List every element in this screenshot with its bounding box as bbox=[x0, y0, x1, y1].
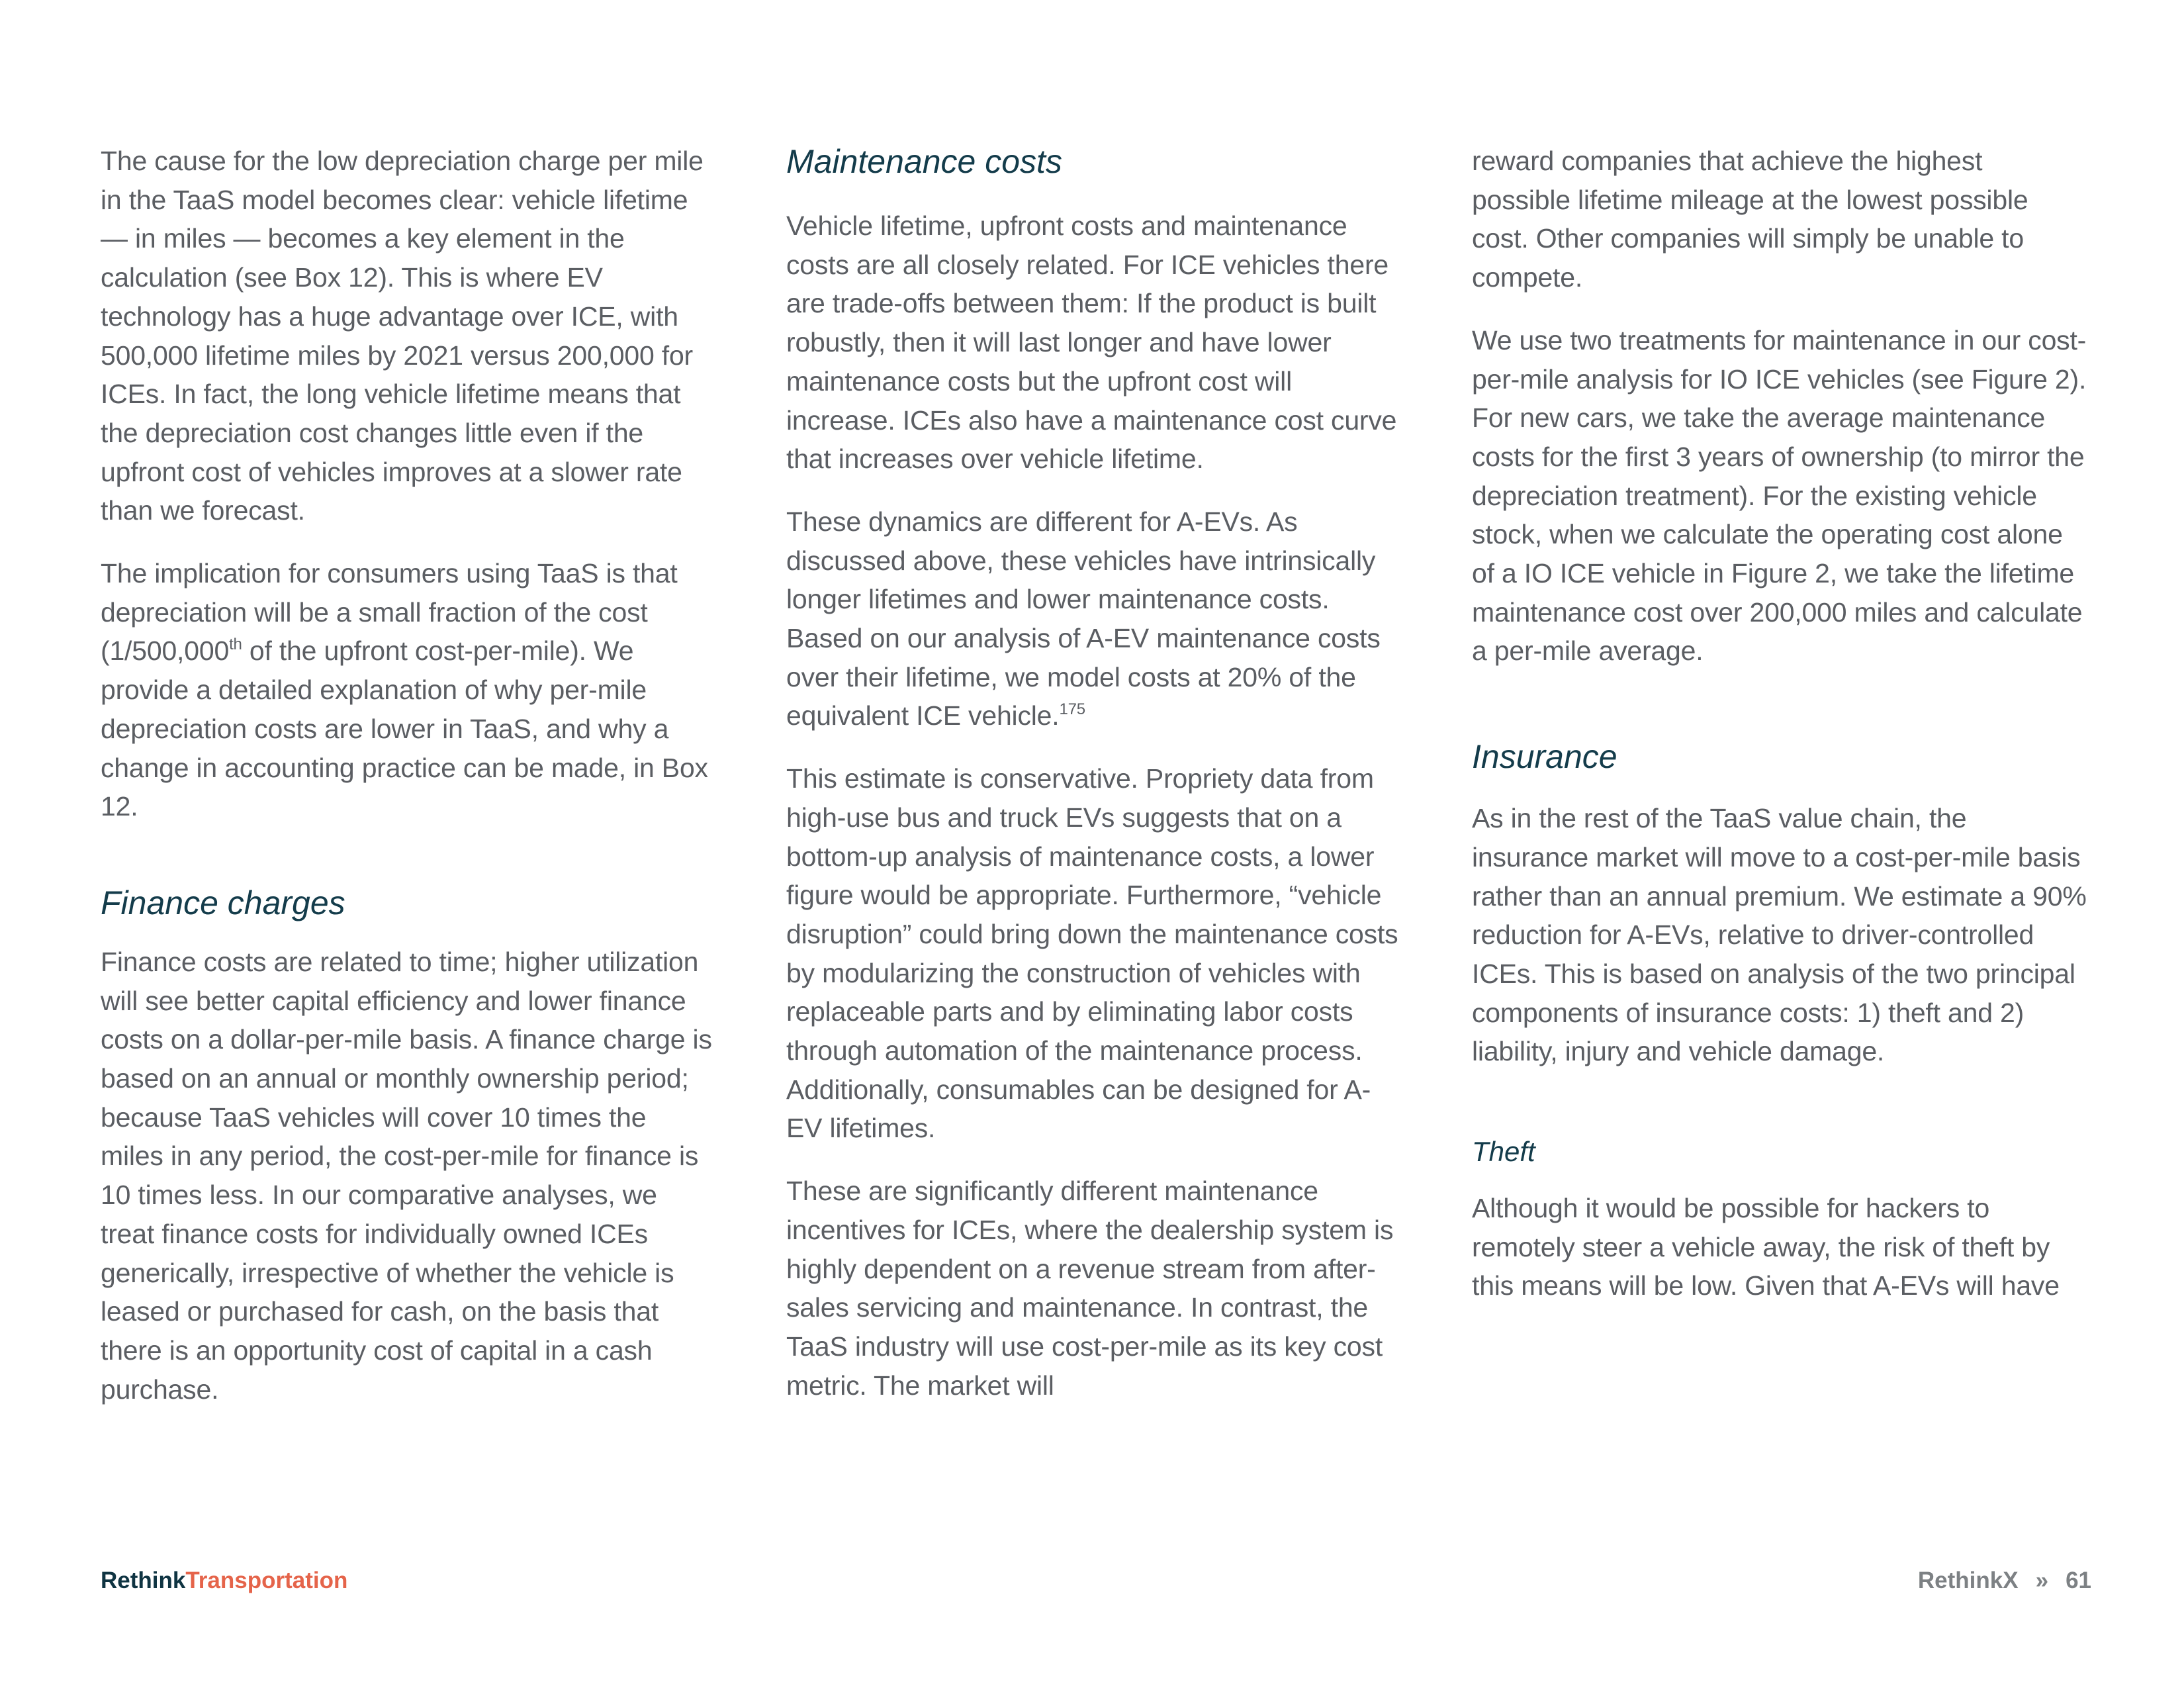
column-left bbox=[101, 142, 716, 1432]
brand-transportation: Transportation bbox=[185, 1568, 348, 1593]
publisher-name: RethinkX bbox=[1917, 1568, 2019, 1593]
column-middle bbox=[786, 142, 1402, 1429]
heading-maintenance-costs: Maintenance costs bbox=[786, 143, 1062, 180]
heading-finance-charges: Finance charges bbox=[101, 884, 345, 921]
column-right bbox=[1472, 142, 2087, 1329]
paragraph: These are significantly different maintenance incentives for ICEs, where the dealership system is highly dependent on a revenue stream from after-sales servicing and maintenance. In contrast, the TaaS industry will use cost-per-mile as its key cost metric. The market will bbox=[786, 1176, 1394, 1401]
paragraph: reward companies that achieve the highest possible lifetime mileage at the lowest possible cost. Other companies will simply be unable to compete. bbox=[1472, 146, 2028, 293]
paragraph: Vehicle lifetime, upfront costs and maintenance costs are all closely related. For ICE vehicles there are trade-offs between them: If the product is built robustly, then it will last longer and have lower maintenance costs but the upfront cost will increase. ICEs also have a maintenance cost curve that increases over vehicle lifetime. bbox=[786, 211, 1397, 475]
footnote-ref: 175 bbox=[1059, 700, 1085, 719]
paragraph-text: of the upfront cost-per-mile). We provide a detailed explanation of why per-mile depreciation costs are lower in TaaS, and why a change in accounting practice can be made, in Box 12. bbox=[101, 635, 708, 822]
superscript: th bbox=[229, 635, 242, 654]
paragraph bbox=[101, 554, 716, 826]
paragraph-text: The implication for consumers using TaaS is that depreciation will be a small fraction of the cost (1/500,000 bbox=[101, 558, 678, 667]
page-number: 61 bbox=[2066, 1568, 2091, 1593]
paragraph: As in the rest of the TaaS value chain, the insurance market will move to a cost-per-mile basis rather than an annual premium. We estimate a 90% reduction for A-EVs, relative to driver-controlled ICEs. This is based on analysis of the two principal components of insurance costs: 1) theft and 2) liability, injury and vehicle damage. bbox=[1472, 803, 2087, 1067]
paragraph: The cause for the low depreciation charge per mile in the TaaS model becomes clear: vehicle lifetime — in miles — becomes a key element in the calculation (see Box 12). This is where EV technology has a huge advantage over ICE, with 500,000 lifetime miles by 2021 versus 200,000 for ICEs. In fact, the long vehicle lifetime means that the depreciation cost changes little even if the upfront cost of vehicles improves at a slower rate than we forecast. bbox=[101, 146, 704, 526]
paragraph: This estimate is conservative. Propriety data from high-use bus and truck EVs suggests that on a bottom-up analysis of maintenance costs, a lower figure would be appropriate. Furthermore, “vehicle disruption” could bring down the maintenance costs by modularizing the construction of vehicles with replaceable parts and by eliminating labor costs through automation of the maintenance process. Additionally, consumables can be designed for A-EV lifetimes. bbox=[786, 763, 1398, 1144]
paragraph: We use two treatments for maintenance in our cost-per-mile analysis for IO ICE vehicles (see Figure 2). For new cars, we take the average maintenance costs for the first 3 years of ownership (to mirror the depreciation treatment). For the existing vehicle stock, when we calculate the operating cost alone of a IO ICE vehicle in Figure 2, we take the lifetime maintenance cost over 200,000 miles and calculate a per-mile average. bbox=[1472, 324, 2087, 667]
separator-icon: » bbox=[2035, 1568, 2049, 1593]
paragraph: Finance costs are related to time; higher utilization will see better capital efficiency and lower finance costs on a dollar-per-mile basis. A finance charge is based on an annual or monthly ownership period; because TaaS vehicles will cover 10 times the miles in any period, the cost-per-mile for finance is 10 times less. In our comparative analyses, we treat finance costs for individually owned ICEs generically, irrespective of whether the vehicle is leased or purchased for cash, on the basis that there is an opportunity cost of capital in a cash purchase. bbox=[101, 946, 712, 1405]
footer-brand bbox=[101, 1568, 347, 1594]
paragraph bbox=[786, 502, 1402, 735]
heading-insurance: Insurance bbox=[1472, 738, 1617, 776]
subheading-theft: Theft bbox=[1472, 1136, 1535, 1168]
footer-page-info bbox=[1918, 1568, 2091, 1594]
paragraph: Although it would be possible for hackers to remotely steer a vehicle away, the risk of theft by this means will be low. Given that A-EVs will have bbox=[1472, 1193, 2060, 1301]
brand-rethink: Rethink bbox=[101, 1568, 186, 1593]
paragraph-text: These dynamics are different for A-EVs. As discussed above, these vehicles have intrinsically longer lifetimes and lower maintenance costs. Based on our analysis of A-EV maintenance costs over their lifetime, we model costs at 20% of the equivalent ICE vehicle. bbox=[786, 506, 1381, 731]
